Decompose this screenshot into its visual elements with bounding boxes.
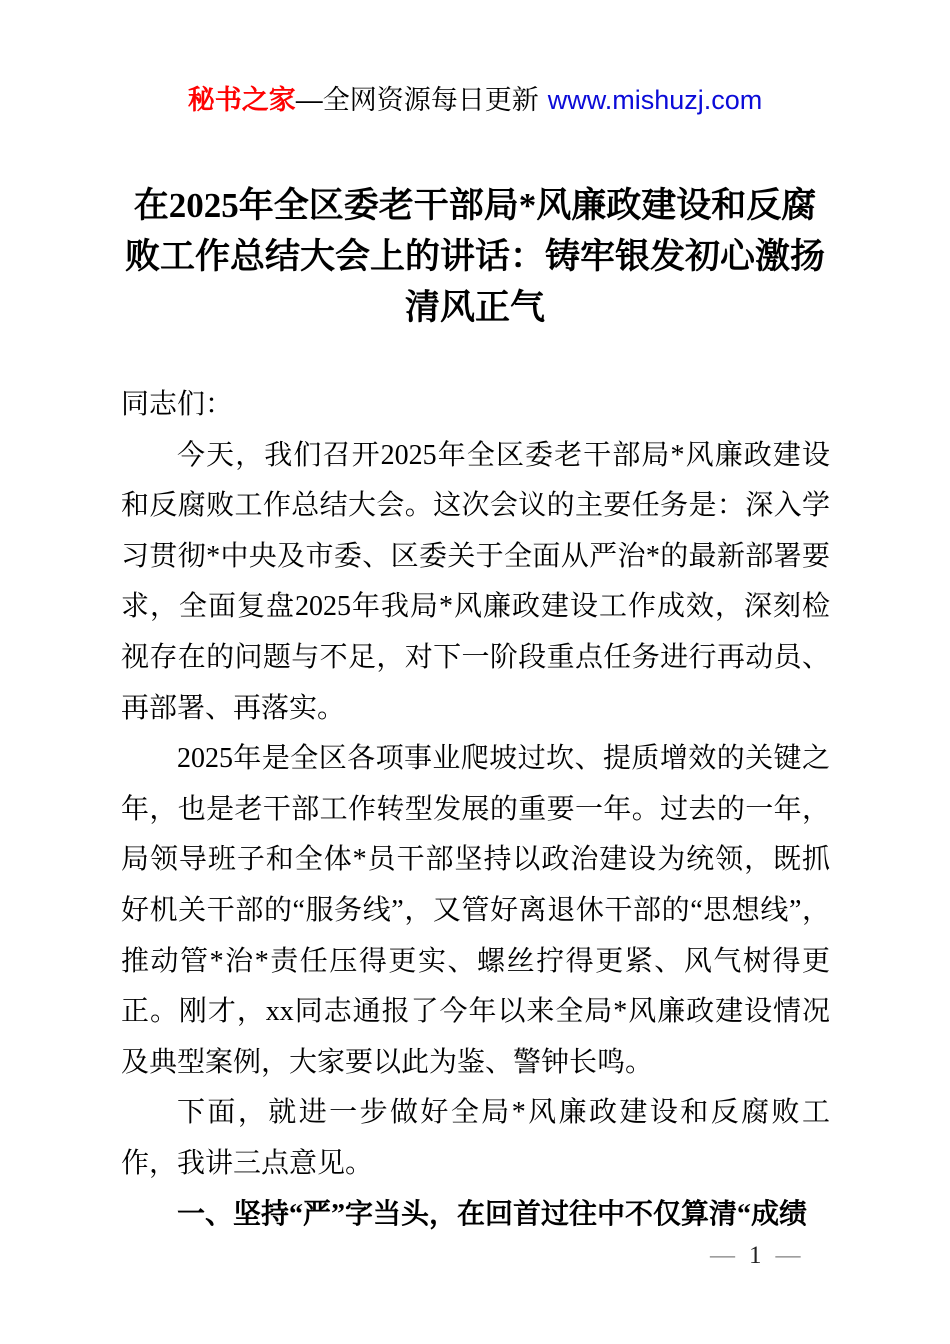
site-brand: 秘书之家 (187, 85, 296, 115)
title-line: 在2025年全区委老干部局*风廉政建设和反腐 (133, 186, 817, 225)
title-line: 清风正气 (404, 288, 545, 327)
brand-separator-dash: — (295, 85, 323, 115)
body-paragraph: 下面，就进一步做好全局*风廉政建设和反腐败工作，我讲三点意见。 (121, 1097, 830, 1179)
page-number-left-dash: — (710, 1242, 735, 1269)
body-paragraph: 同志们： (121, 389, 234, 420)
page-number-right-dash: — (775, 1242, 801, 1269)
document-title (121, 180, 829, 333)
site-url: www.mishuzj.com (547, 85, 763, 115)
section-heading: 一、坚持“严”字当头，在回首过往中不仅算清“成绩 (177, 1198, 808, 1230)
site-header (0, 83, 950, 117)
title-line: 败工作总结大会上的讲话：铸牢银发初心激扬 (124, 237, 825, 276)
body-paragraph: 今天，我们召开2025年全区委老干部局*风廉政建设和反腐败工作总结大会。这次会议的主要任务是：深入学习贯彻*中央及市委、区委关于全面从严治*的最新部署要求，全面复盘2025年我局*风廉政建设工作成效，深刻检视存在的问题与不足，对下一阶段重点任务进行再动员、再部署、再落实。 (121, 439, 830, 724)
body-paragraph: 2025年是全区各项事业爬坡过坎、提质增效的关键之年，也是老干部工作转型发展的重要一年。过去的一年，局领导班子和全体*员干部坚持以政治建设为统领，既抓好机关干部的“服务线”，又管好离退休干部的“思想线”，推动管*治*责任压得更实、螺丝拧得更紧、风气树得更正。刚才，xx同志通报了今年以来全局*风廉政建设情况及典型案例，大家要以此为鉴、警钟长鸣。 (121, 743, 830, 1078)
page-number (710, 1241, 801, 1271)
document-body (121, 380, 830, 1240)
site-tagline: 全网资源每日更新 (322, 85, 539, 115)
page-number-value: 1 (749, 1242, 762, 1269)
